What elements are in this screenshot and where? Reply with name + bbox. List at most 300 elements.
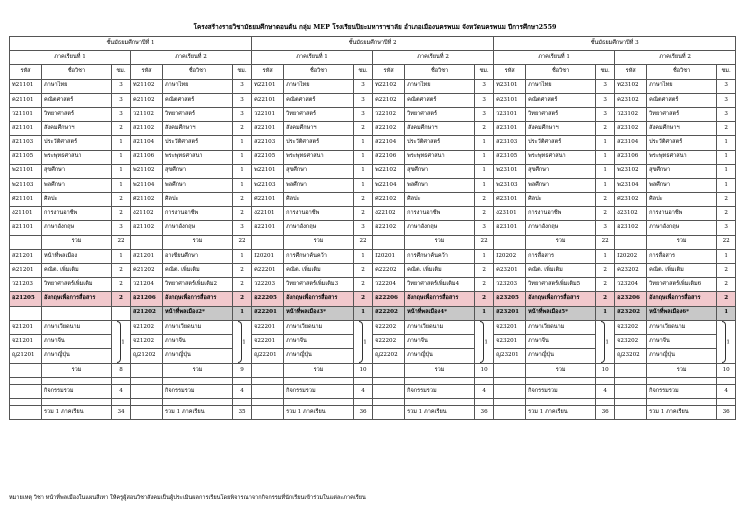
- hours-header: ชม.: [596, 65, 615, 79]
- sum-value: 22: [596, 235, 615, 249]
- course-hours: 2: [233, 292, 252, 306]
- course-code: ส23102: [615, 122, 647, 136]
- hours-header: ชม.: [112, 65, 131, 79]
- course-hours: 3: [717, 93, 736, 107]
- blank-cell: [373, 377, 405, 384]
- language-hours: [475, 320, 494, 363]
- course-name: อังกฤษเพื่อการสื่อสาร: [647, 292, 717, 306]
- sum-spacer: [373, 363, 405, 377]
- course-hours: 2: [354, 264, 373, 278]
- course-code: อ21205: [10, 292, 42, 306]
- sum-value: 10: [596, 363, 615, 377]
- course-hours: 1: [233, 136, 252, 150]
- course-code: ท21102: [131, 79, 163, 93]
- course-name: สุขศึกษา: [647, 164, 717, 178]
- course-code: ว23203: [494, 278, 526, 292]
- course-code: ส23202: [615, 306, 647, 320]
- course-name: ภาษาจีน: [526, 335, 596, 349]
- course-name: คณิต. เพิ่มเติม: [526, 264, 596, 278]
- course-name: คณิต. เพิ่มเติม: [405, 264, 475, 278]
- semester-total-label: รวม 1 ภาคเรียน: [42, 406, 112, 420]
- activity-label: กิจกรรมรวม: [284, 384, 354, 398]
- course-name: ภาษาเวียดนาม: [163, 320, 233, 334]
- course-name: หน้าที่พลเมือง3*: [284, 306, 354, 320]
- course-name: ภาษาอังกฤษ: [526, 221, 596, 235]
- row-spacer: [252, 384, 284, 398]
- core-subject-row: [10, 122, 736, 136]
- course-hours: 3: [475, 107, 494, 121]
- core-subject-row: [10, 164, 736, 178]
- course-name: พระพุทธศาสนา: [284, 150, 354, 164]
- course-code: ส21105: [10, 150, 42, 164]
- sum-spacer: [373, 235, 405, 249]
- course-name: คณิตศาสตร์: [405, 93, 475, 107]
- course-hours: 1: [354, 136, 373, 150]
- course-code: พ22104: [373, 178, 405, 192]
- course-hours: 1: [596, 306, 615, 320]
- course-code: ส22106: [373, 150, 405, 164]
- extra-subject-row: [10, 278, 736, 292]
- course-name: ศิลปะ: [526, 193, 596, 207]
- course-hours: 1: [354, 178, 373, 192]
- course-name: ภาษาญี่ปุ่น: [647, 349, 717, 363]
- course-hours: 2: [354, 292, 373, 306]
- sum-label: รวม: [284, 235, 354, 249]
- sum-value: 22: [354, 235, 373, 249]
- semester-header: ภาคเรียนที่ 2: [131, 51, 252, 65]
- course-code: ส23104: [615, 136, 647, 150]
- course-hours: 2: [112, 207, 131, 221]
- blank-cell: [163, 377, 233, 384]
- course-code: ง22101: [252, 207, 284, 221]
- course-code: พ22103: [252, 178, 284, 192]
- semester-total-label-value: 34: [112, 406, 131, 420]
- sum-label: รวม: [526, 235, 596, 249]
- course-code: พ21101: [10, 164, 42, 178]
- blank-cell: [405, 377, 475, 384]
- code-header: รหัส: [494, 65, 526, 79]
- course-name: ประวัติศาสตร์: [405, 136, 475, 150]
- curriculum-table: [9, 36, 736, 420]
- activity-label: กิจกรรมรวม: [526, 384, 596, 398]
- semester-header: ภาคเรียนที่ 1: [10, 51, 131, 65]
- core-subject-row: [10, 193, 736, 207]
- extra-subject-row: [10, 249, 736, 263]
- course-code: พ22101: [252, 164, 284, 178]
- course-code: ค23201: [494, 264, 526, 278]
- course-name: พระพุทธศาสนา: [405, 150, 475, 164]
- language-hours: [112, 320, 131, 363]
- course-name: ภาษาอังกฤษ: [284, 221, 354, 235]
- core-subject-row: [10, 136, 736, 150]
- semester-total-label-value: 36: [475, 406, 494, 420]
- course-hours: 1: [717, 164, 736, 178]
- course-name: ภาษาญี่ปุ่น: [163, 349, 233, 363]
- course-hours: 1: [354, 164, 373, 178]
- course-name: หน้าที่พลเมือง5*: [526, 306, 596, 320]
- course-name: ศิลปะ: [647, 193, 717, 207]
- blank-row: [10, 377, 736, 384]
- course-name: พลศึกษา: [647, 178, 717, 192]
- code-header: รหัส: [131, 65, 163, 79]
- course-code: ค21102: [131, 93, 163, 107]
- course-code: ส22102: [373, 122, 405, 136]
- course-name: วิทยาศาสตร์เพิ่มเติม: [42, 278, 112, 292]
- semester-header: ภาคเรียนที่ 2: [373, 51, 494, 65]
- course-hours: 2: [475, 278, 494, 292]
- blank-cell: [596, 377, 615, 384]
- course-hours: 3: [112, 107, 131, 121]
- sum-value: 10: [475, 363, 494, 377]
- course-code: ญ22202: [373, 349, 405, 363]
- course-hours: 3: [112, 221, 131, 235]
- semester-total-label-value: 36: [596, 406, 615, 420]
- course-name: การงานอาชีพ: [42, 207, 112, 221]
- course-code: ส22101: [252, 122, 284, 136]
- course-name: การงานอาชีพ: [284, 207, 354, 221]
- sum-value: 8: [112, 363, 131, 377]
- semester-total-row: [10, 406, 736, 420]
- semester-header: ภาคเรียนที่ 1: [252, 51, 373, 65]
- column-header-row: [10, 65, 736, 79]
- course-code: ท22101: [252, 79, 284, 93]
- course-hours: 2: [233, 193, 252, 207]
- blank-cell: [252, 399, 284, 406]
- blank-cell: [233, 377, 252, 384]
- blank-cell: [647, 377, 717, 384]
- blank-cell: [596, 399, 615, 406]
- course-hours: 2: [112, 278, 131, 292]
- course-hours: 3: [112, 93, 131, 107]
- course-code: ส22103: [252, 136, 284, 150]
- activity-row: [10, 384, 736, 398]
- blank-cell: [526, 399, 596, 406]
- course-name: ภาษาจีน: [284, 335, 354, 349]
- course-name: พระพุทธศาสนา: [647, 150, 717, 164]
- course-code: ส21201: [10, 249, 42, 263]
- extra-subject-row: [10, 264, 736, 278]
- course-code: ส21201: [131, 249, 163, 263]
- course-hours: 2: [717, 193, 736, 207]
- sum-value: 22: [233, 235, 252, 249]
- sum-spacer: [615, 363, 647, 377]
- course-name: สังคมศึกษาฯ: [284, 122, 354, 136]
- row-spacer: [615, 406, 647, 420]
- course-code: ญ23201: [494, 349, 526, 363]
- course-code: ส22201: [252, 306, 284, 320]
- course-code: อ23101: [494, 221, 526, 235]
- course-name: ศิลปะ: [284, 193, 354, 207]
- course-name: ภาษาไทย: [163, 79, 233, 93]
- course-hours: 2: [233, 264, 252, 278]
- course-code: ส21101: [10, 122, 42, 136]
- course-code: จ23202: [615, 335, 647, 349]
- course-code: ท23102: [615, 79, 647, 93]
- course-code: I20201: [252, 249, 284, 263]
- blank-cell: [405, 399, 475, 406]
- row-spacer: [373, 384, 405, 398]
- blank-cell: [284, 399, 354, 406]
- course-name: พระพุทธศาสนา: [42, 150, 112, 164]
- course-hours: 3: [233, 221, 252, 235]
- course-hours: 3: [354, 79, 373, 93]
- course-hours: 1: [717, 178, 736, 192]
- course-code: ท23101: [494, 79, 526, 93]
- hours-header: ชม.: [233, 65, 252, 79]
- row-spacer: [10, 406, 42, 420]
- course-name: วิทยาศาสตร์เพิ่มเติม3: [284, 278, 354, 292]
- course-hours: 2: [596, 207, 615, 221]
- course-hours: 2: [233, 278, 252, 292]
- course-code: ญ21201: [10, 349, 42, 363]
- row-spacer: [615, 384, 647, 398]
- course-hours: 2: [475, 207, 494, 221]
- course-code: ว21203: [10, 278, 42, 292]
- course-code: ศ23102: [615, 193, 647, 207]
- blank-cell: [354, 399, 373, 406]
- course-code: ค22202: [373, 264, 405, 278]
- course-code: พ21104: [131, 178, 163, 192]
- footnote: หมายเหตุ วิชา หน้าที่พลเมืองในแผนสีเทา ให้ครูผู้สอนวิชาสังคมเป็นผู้ประเมินผลการเรียนโดยพิจารณาจากกิจกรรมที่นักเรียนเข้าร่วมในแต่ละภาคเรียน: [9, 495, 366, 501]
- core-subject-row: [10, 107, 736, 121]
- sum-label: รวม: [526, 363, 596, 377]
- course-hours: 1: [112, 136, 131, 150]
- course-code: ว22203: [252, 278, 284, 292]
- course-code: จ22202: [373, 335, 405, 349]
- sum-spacer: [252, 363, 284, 377]
- course-name: การสื่อสาร: [526, 249, 596, 263]
- sum-spacer: [10, 363, 42, 377]
- course-code: ส21104: [131, 136, 163, 150]
- course-code: ส23101: [494, 122, 526, 136]
- course-hours: 3: [596, 79, 615, 93]
- course-code: ค23202: [615, 264, 647, 278]
- course-hours: 2: [717, 207, 736, 221]
- course-name: พลศึกษา: [405, 178, 475, 192]
- course-code: อ22206: [373, 292, 405, 306]
- course-hours: 3: [717, 79, 736, 93]
- course-name: อังกฤษเพื่อการสื่อสาร: [405, 292, 475, 306]
- course-code: ส22202: [373, 306, 405, 320]
- course-hours: 2: [475, 122, 494, 136]
- course-code: ศ22102: [373, 193, 405, 207]
- course-hours: 1: [596, 150, 615, 164]
- activity-label-value: 4: [112, 384, 131, 398]
- course-code: จ21202: [131, 320, 163, 334]
- course-name: สังคมศึกษาฯ: [163, 122, 233, 136]
- course-name: ศิลปะ: [163, 193, 233, 207]
- language-hours: [596, 320, 615, 363]
- course-code: ค22102: [373, 93, 405, 107]
- course-name: ภาษาอังกฤษ: [42, 221, 112, 235]
- row-spacer: [373, 406, 405, 420]
- blank-cell: [494, 399, 526, 406]
- subject-header: ชื่อวิชา: [163, 65, 233, 79]
- blank-cell: [131, 377, 163, 384]
- course-code: อ23206: [615, 292, 647, 306]
- course-name: ภาษาเวียดนาม: [42, 320, 112, 334]
- course-hours: 2: [354, 122, 373, 136]
- extra-sum-row: [10, 363, 736, 377]
- course-code: ส21106: [131, 150, 163, 164]
- subject-header: ชื่อวิชา: [526, 65, 596, 79]
- course-hours: 1: [354, 249, 373, 263]
- blank-cell: [475, 399, 494, 406]
- course-name: การศึกษาค้นคว้า: [405, 249, 475, 263]
- course-name: อังกฤษเพื่อการสื่อสาร: [163, 292, 233, 306]
- course-hours: 2: [112, 264, 131, 278]
- course-code: ส22104: [373, 136, 405, 150]
- course-code: ส23201: [494, 306, 526, 320]
- course-name: การงานอาชีพ: [163, 207, 233, 221]
- course-code: ญ22201: [252, 349, 284, 363]
- blank-cell: [42, 399, 112, 406]
- course-code: ว22102: [373, 107, 405, 121]
- course-hours: 1: [233, 178, 252, 192]
- row-spacer: [131, 406, 163, 420]
- course-code: จ21202: [131, 335, 163, 349]
- course-name: หน้าที่พลเมือง6*: [647, 306, 717, 320]
- course-name: ภาษาเวียดนาม: [405, 320, 475, 334]
- course-name: ภาษาไทย: [526, 79, 596, 93]
- course-name: อังกฤษเพื่อการสื่อสาร: [284, 292, 354, 306]
- course-code: I20202: [615, 249, 647, 263]
- semester-header: ภาคเรียนที่ 2: [615, 51, 736, 65]
- sum-spacer: [615, 235, 647, 249]
- row-spacer: [494, 384, 526, 398]
- course-hours: 2: [596, 122, 615, 136]
- course-code: [10, 306, 42, 320]
- blank-cell: [284, 377, 354, 384]
- course-name: ประวัติศาสตร์: [526, 136, 596, 150]
- course-name: วิทยาศาสตร์เพิ่มเติม4: [405, 278, 475, 292]
- course-name: วิทยาศาสตร์: [163, 107, 233, 121]
- code-header: รหัส: [615, 65, 647, 79]
- course-code: จ22201: [252, 320, 284, 334]
- core-sum-row: [10, 235, 736, 249]
- sum-label: รวม: [163, 235, 233, 249]
- course-code: ส22105: [252, 150, 284, 164]
- course-hours: 2: [717, 264, 736, 278]
- core-subject-row: [10, 150, 736, 164]
- blank-cell: [615, 377, 647, 384]
- course-hours: 1: [112, 164, 131, 178]
- course-name: ประวัติศาสตร์: [284, 136, 354, 150]
- course-name: คณิต. เพิ่มเติม: [284, 264, 354, 278]
- hours-header: ชม.: [475, 65, 494, 79]
- course-hours: 1: [475, 306, 494, 320]
- row-spacer: [494, 406, 526, 420]
- course-name: สุขศึกษา: [526, 164, 596, 178]
- course-name: คณิต. เพิ่มเติม: [163, 264, 233, 278]
- sum-label: รวม: [405, 363, 475, 377]
- course-hours: 2: [596, 264, 615, 278]
- course-hours: [112, 306, 131, 320]
- highlight-english-row: [10, 292, 736, 306]
- course-name: สังคมศึกษาฯ: [405, 122, 475, 136]
- course-name: สังคมศึกษาฯ: [526, 122, 596, 136]
- sum-spacer: [494, 235, 526, 249]
- course-name: คณิต. เพิ่มเติม: [42, 264, 112, 278]
- course-hours: 2: [475, 193, 494, 207]
- course-name: ภาษาญี่ปุ่น: [42, 349, 112, 363]
- sum-label: รวม: [163, 363, 233, 377]
- course-name: สุขศึกษา: [163, 164, 233, 178]
- year-header-row: [10, 37, 736, 51]
- course-code: อ23102: [615, 221, 647, 235]
- course-name: ประวัติศาสตร์: [163, 136, 233, 150]
- course-hours: 1: [475, 150, 494, 164]
- sum-spacer: [494, 363, 526, 377]
- course-hours: 1: [475, 136, 494, 150]
- core-subject-row: [10, 178, 736, 192]
- course-code: ง23101: [494, 207, 526, 221]
- course-name: สุขศึกษา: [42, 164, 112, 178]
- course-code: ว23102: [615, 107, 647, 121]
- course-name: คณิตศาสตร์: [526, 93, 596, 107]
- course-code: ศ21101: [10, 193, 42, 207]
- course-hours: 3: [233, 107, 252, 121]
- course-hours: 2: [233, 122, 252, 136]
- course-name: ภาษาญี่ปุ่น: [284, 349, 354, 363]
- course-hours: 1: [475, 249, 494, 263]
- blank-cell: [717, 399, 736, 406]
- course-hours: 3: [596, 93, 615, 107]
- course-name: ภาษาจีน: [405, 335, 475, 349]
- course-code: ศ22101: [252, 193, 284, 207]
- course-name: วิทยาศาสตร์เพิ่มเติม6: [647, 278, 717, 292]
- course-name: คณิต. เพิ่มเติม: [647, 264, 717, 278]
- blank-cell: [233, 399, 252, 406]
- course-code: ส21202: [131, 306, 163, 320]
- row-spacer: [131, 384, 163, 398]
- course-hours: 3: [233, 93, 252, 107]
- course-code: ส21102: [131, 122, 163, 136]
- course-code: ง21102: [131, 207, 163, 221]
- sum-spacer: [10, 235, 42, 249]
- year-header: ชั้นมัธยมศึกษาปีที่ 2: [252, 37, 494, 51]
- language-elective-row: [10, 320, 736, 334]
- course-code: I20201: [373, 249, 405, 263]
- subject-header: ชื่อวิชา: [405, 65, 475, 79]
- course-hours: 1: [233, 164, 252, 178]
- code-header: รหัส: [10, 65, 42, 79]
- course-code: อ22102: [373, 221, 405, 235]
- sum-spacer: [131, 235, 163, 249]
- blank-row: [10, 399, 736, 406]
- course-code: ค21101: [10, 93, 42, 107]
- course-name: คณิตศาสตร์: [163, 93, 233, 107]
- course-name: อังกฤษเพื่อการสื่อสาร: [526, 292, 596, 306]
- course-code: ส23105: [494, 150, 526, 164]
- course-code: อ21206: [131, 292, 163, 306]
- course-hours: 3: [354, 93, 373, 107]
- semester-total-label: รวม 1 ภาคเรียน: [647, 406, 717, 420]
- year-header: ชั้นมัธยมศึกษาปีที่ 3: [494, 37, 736, 51]
- course-name: หน้าที่พลเมือง: [42, 249, 112, 263]
- semester-total-label: รวม 1 ภาคเรียน: [405, 406, 475, 420]
- subject-header: ชื่อวิชา: [647, 65, 717, 79]
- code-header: รหัส: [252, 65, 284, 79]
- course-name: วิทยาศาสตร์: [526, 107, 596, 121]
- course-code: อ21102: [131, 221, 163, 235]
- course-hours: 1: [242, 339, 246, 346]
- course-name: การสื่อสาร: [647, 249, 717, 263]
- course-name: ภาษาเวียดนาม: [284, 320, 354, 334]
- core-subject-row: [10, 207, 736, 221]
- course-hours: 3: [717, 221, 736, 235]
- course-code: I20202: [494, 249, 526, 263]
